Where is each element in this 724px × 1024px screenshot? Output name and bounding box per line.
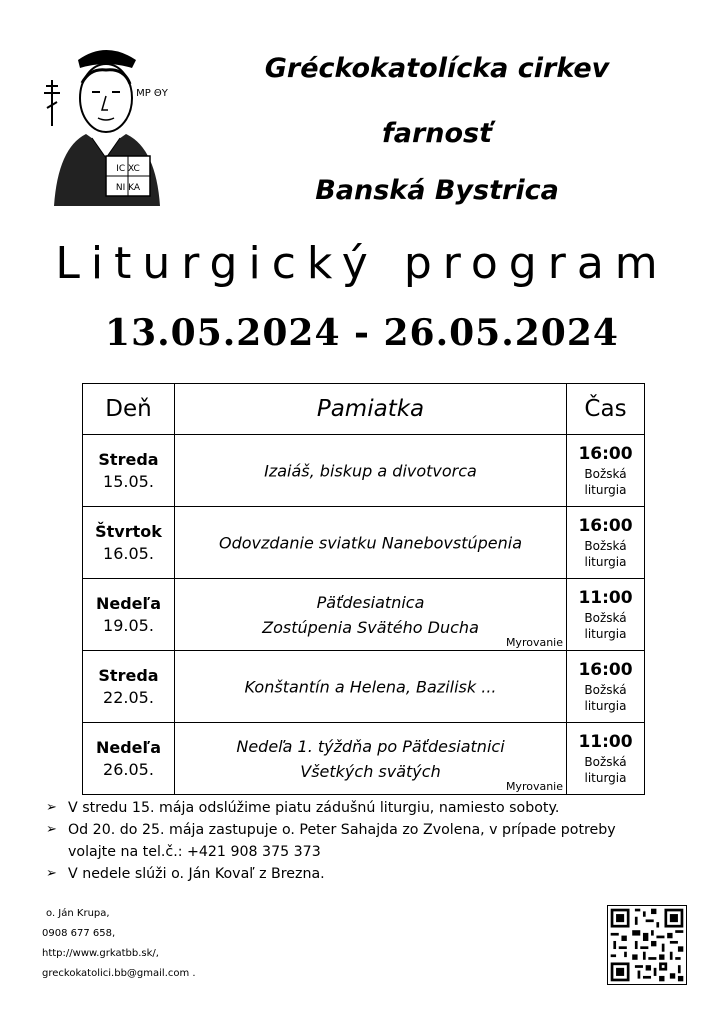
book-text-top: IC XC xyxy=(116,164,140,174)
row-date: 22.05. xyxy=(103,687,154,707)
announcement-item xyxy=(44,863,704,885)
row-service: Božská xyxy=(584,539,627,553)
announcement-item xyxy=(44,819,704,841)
row-time: 16:00 xyxy=(578,444,633,464)
contact-email[interactable]: greckokatolici.bb@gmail.com . xyxy=(42,968,196,979)
saint-portrait xyxy=(40,38,172,206)
row-day: Streda xyxy=(98,449,159,469)
portrait-monogram: ΜΡ ΘΥ xyxy=(136,88,168,99)
row-service-2: liturgia xyxy=(584,771,627,785)
row-service: Božská xyxy=(584,611,627,625)
row-event-2: Všetkých svätých xyxy=(300,761,441,781)
city-name: Banská Bystrica xyxy=(315,175,559,206)
row-time: 16:00 xyxy=(578,660,633,680)
table-row xyxy=(83,723,645,795)
announcement-text: V stredu 15. mája odslúžime piatu zádušnú liturgiu, namiesto soboty. xyxy=(68,800,560,816)
row-note: Myrovanie xyxy=(505,636,563,649)
contact-web[interactable]: http://www.grkatbb.sk/, xyxy=(42,948,159,959)
arrow-bullet-icon: ➢ xyxy=(46,800,57,815)
row-note: Myrovanie xyxy=(505,780,563,793)
book-text-bottom: NI KA xyxy=(115,183,141,193)
row-time: 16:00 xyxy=(578,516,633,536)
announcement-text: volajte na tel.č.: +421 908 375 373 xyxy=(68,844,321,860)
table-row xyxy=(83,579,645,651)
row-service: Božská xyxy=(584,683,627,697)
table-row xyxy=(83,435,645,507)
parish-label: farnosť xyxy=(381,118,493,149)
row-day: Nedeľa xyxy=(95,593,161,613)
row-date: 15.05. xyxy=(103,471,154,491)
row-service: Božská xyxy=(584,755,627,769)
row-event: Izaiáš, biskup a divotvorca xyxy=(264,461,477,480)
announcement-text: V nedele slúži o. Ján Kovaľ z Brezna. xyxy=(68,866,325,882)
header-event: Pamiatka xyxy=(175,384,567,435)
row-day: Štvrtok xyxy=(95,521,162,541)
announcement-text: Od 20. do 25. mája zastupuje o. Peter Sahajda zo Zvolena, v prípade potreby xyxy=(68,822,616,838)
announcement-item-continuation xyxy=(44,841,704,863)
announcement-item xyxy=(44,797,704,819)
church-name: Gréckokatolícka cirkev xyxy=(264,53,610,84)
row-day: Streda xyxy=(98,665,159,685)
arrow-bullet-icon: ➢ xyxy=(46,866,57,881)
announcement-list xyxy=(44,797,704,885)
contact-phone: 0908 677 658, xyxy=(42,928,116,939)
row-event: Odovzdanie sviatku Nanebovstúpenia xyxy=(218,533,522,552)
table-header-row xyxy=(83,384,645,435)
row-date: 26.05. xyxy=(103,759,154,779)
row-event: Konštantín a Helena, Bazilisk ... xyxy=(244,677,497,696)
row-event-2: Zostúpenia Svätého Ducha xyxy=(262,617,479,637)
contact-name: o. Ján Krupa, xyxy=(46,908,110,919)
row-service-2: liturgia xyxy=(584,627,627,641)
row-date: 19.05. xyxy=(103,615,154,635)
row-event: Nedeľa 1. týždňa po Päťdesiatnici xyxy=(236,736,505,756)
row-event: Päťdesiatnica xyxy=(316,592,425,612)
table-row xyxy=(83,651,645,723)
row-day: Nedeľa xyxy=(95,737,161,757)
program-title: Liturgický program xyxy=(55,238,669,289)
row-time: 11:00 xyxy=(578,732,633,752)
contact-block xyxy=(42,904,196,984)
header-day: Deň xyxy=(83,384,175,435)
header-time: Čas xyxy=(567,384,645,435)
table-row xyxy=(83,507,645,579)
date-range: 13.05.2024 - 26.05.2024 xyxy=(105,312,619,354)
row-service-2: liturgia xyxy=(584,699,627,713)
arrow-bullet-icon: ➢ xyxy=(46,822,57,837)
row-date: 16.05. xyxy=(103,543,154,563)
row-time: 11:00 xyxy=(578,588,633,608)
row-service-2: liturgia xyxy=(584,555,627,569)
row-service-2: liturgia xyxy=(584,483,627,497)
qr-code-icon xyxy=(607,905,687,985)
schedule-table xyxy=(82,383,645,795)
row-service: Božská xyxy=(584,467,627,481)
